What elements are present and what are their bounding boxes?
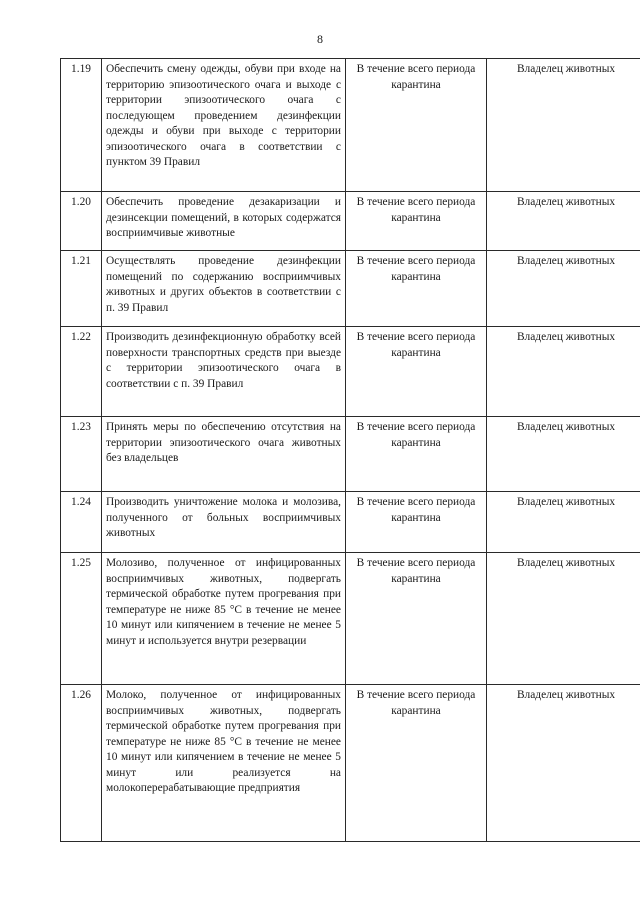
measure-description: Принять меры по обеспечению отсутствия на территории эпизоотического очага животных без владельцев xyxy=(102,417,346,492)
table-row xyxy=(61,417,640,492)
table-row xyxy=(61,553,640,685)
item-number: 1.20 xyxy=(61,192,102,251)
responsible-party: Владелец животных xyxy=(487,327,640,417)
item-number: 1.21 xyxy=(61,251,102,327)
responsible-party: Владелец животных xyxy=(487,685,640,842)
measure-description: Производить уничтожение молока и молозива, полученного от больных восприимчивых животных xyxy=(102,492,346,553)
measure-description: Обеспечить смену одежды, обуви при входе на территорию эпизоотического очага и выходе с территории эпизоотического очага с последующем проведением дезинфекции одежды и обуви при выходе с территории эпизоотического очага в соответствии с пунктом 39 Правил xyxy=(102,59,346,192)
measure-term: В течение всего периода карантина xyxy=(346,327,487,417)
item-number: 1.19 xyxy=(61,59,102,192)
measure-description: Молозиво, полученное от инфицированных восприимчивых животных, подвергать термической обработке путем прогревания при температуре не ниже 85 °С в течение не менее 10 минут или кипячением в течение не менее 5 минут и используется внутри резервации xyxy=(102,553,346,685)
measure-description: Молоко, полученное от инфицированных восприимчивых животных, подвергать термической обработке путем прогревания при температуре не ниже 85 °С в течение не менее 10 минут или кипячением в течение не менее 5 минут или реализуется на молокоперерабатывающие предприятия xyxy=(102,685,346,842)
table-row xyxy=(61,685,640,842)
measure-term: В течение всего периода карантина xyxy=(346,685,487,842)
item-number: 1.22 xyxy=(61,327,102,417)
table-row xyxy=(61,327,640,417)
page-number: 8 xyxy=(317,32,323,46)
item-number: 1.26 xyxy=(61,685,102,842)
measure-term: В течение всего периода карантина xyxy=(346,192,487,251)
measure-description: Производить дезинфекционную обработку всей поверхности транспортных средств при выезде с территории эпизоотического очага в соответствии с п. 39 Правил xyxy=(102,327,346,417)
measure-term: В течение всего периода карантина xyxy=(346,417,487,492)
item-number: 1.23 xyxy=(61,417,102,492)
measure-term: В течение всего периода карантина xyxy=(346,492,487,553)
table-row xyxy=(61,59,640,192)
table-row xyxy=(61,251,640,327)
measures-table xyxy=(60,58,640,842)
responsible-party: Владелец животных xyxy=(487,59,640,192)
measure-description: Осуществлять проведение дезинфекции помещений по содержанию восприимчивых животных и других объектов в соответствии с п. 39 Правил xyxy=(102,251,346,327)
responsible-party: Владелец животных xyxy=(487,553,640,685)
measure-term: В течение всего периода карантина xyxy=(346,59,487,192)
responsible-party: Владелец животных xyxy=(487,417,640,492)
measure-description: Обеспечить проведение дезакаризации и дезинсекции помещений, в которых содержатся восприимчивые животные xyxy=(102,192,346,251)
measure-term: В течение всего периода карантина xyxy=(346,553,487,685)
responsible-party: Владелец животных xyxy=(487,192,640,251)
responsible-party: Владелец животных xyxy=(487,492,640,553)
responsible-party: Владелец животных xyxy=(487,251,640,327)
measure-term: В течение всего периода карантина xyxy=(346,251,487,327)
table-row xyxy=(61,492,640,553)
item-number: 1.24 xyxy=(61,492,102,553)
item-number: 1.25 xyxy=(61,553,102,685)
table-row xyxy=(61,192,640,251)
